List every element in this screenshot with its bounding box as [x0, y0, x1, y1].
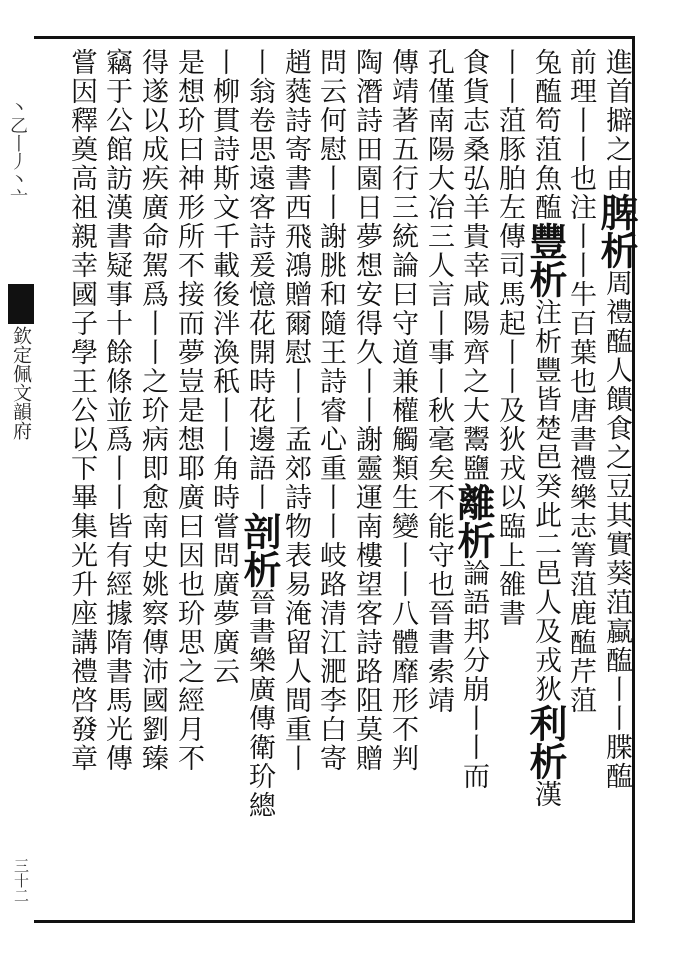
text-column [132, 48, 172, 913]
entry-text: 左傳司馬起丨丨及狄戎以臨上雒 [494, 193, 525, 599]
entry-headword: 脾析 [594, 193, 639, 269]
text-column [310, 48, 350, 913]
text-column [594, 48, 639, 913]
entry-text: 問云何慰丨丨謝朓和隨王詩睿心重丨丨岐路清江淝李白寄 [315, 48, 346, 773]
text-column [560, 48, 600, 913]
entry-text: 丨柳貫詩斯文千載後泮渙秖丨丨 [208, 48, 239, 454]
left-margin [0, 48, 34, 913]
entry-text: 角時嘗問廣夢廣云 [208, 454, 239, 686]
page-number: 三十二 [12, 858, 30, 903]
entry-text: 孔僅南陽大冶三人言丨事丨秋毫矣 [423, 48, 454, 483]
text-column [418, 48, 458, 913]
entry-text: 是想玠曰神形所不接而夢豈是想耶廣曰因也玠思之經月不 [173, 48, 204, 773]
entry-text: 丨翁卷思遠客詩爰憶花開時花邊語丨 [244, 48, 275, 512]
entry-headword: 利析 [523, 704, 568, 780]
entry-text: 傳靖著五行三統論曰守道兼權觸類生變丨丨八體靡形不判 [387, 48, 418, 773]
entry-text: 兔醢笱菹魚醢 [530, 48, 561, 222]
text-column [96, 48, 136, 913]
text-column [451, 48, 496, 913]
text-column [237, 48, 282, 913]
entry-text: 周禮醢人饋食之豆其實葵菹蠃醢丨丨䐑醢 [601, 269, 632, 791]
fish-tail-block [8, 284, 34, 324]
bottom-border-rule [34, 920, 634, 923]
entry-text: 趙蕤詩寄書西飛鴻贈爾慰丨丨孟郊詩物表易淹留人間重丨 [280, 48, 311, 773]
entry-text: 得遂以成疾廣命駕爲丨丨之玠病即愈南史姚察傳沛國劉臻 [137, 48, 168, 773]
text-column [382, 48, 422, 913]
text-column [523, 48, 568, 913]
entry-text: 不能守也晉書索靖 [423, 483, 454, 715]
entry-text: 前理丨丨也 [565, 48, 596, 193]
entry-text: 陶潛詩田園日夢想安得久丨丨謝靈運南樓望客詩路阻莫贈 [351, 48, 382, 773]
margin-edge-text: 丶乙丨丿丶亠 [7, 98, 28, 206]
text-column [346, 48, 386, 913]
top-border-rule [34, 36, 634, 39]
text-column [275, 48, 315, 913]
entry-text: 進首擗之由 [601, 48, 632, 193]
entry-text: 書 [494, 599, 525, 628]
book-title: 欽定佩文韻府 [10, 326, 32, 440]
entry-headword: 離析 [451, 483, 496, 559]
entry-text: 食貨志桑弘羊貴幸咸陽齊之大鬻鹽 [458, 48, 489, 483]
entry-text: 嘗因釋奠高祖親幸國子學王公以下畢集光升座講禮啓發章 [66, 48, 97, 773]
text-column [61, 48, 101, 913]
entry-text: 丨丨菹豚胉 [494, 48, 525, 193]
entry-text: 漢 [530, 780, 561, 809]
text-column [168, 48, 208, 913]
entry-headword: 豐析 [523, 222, 568, 298]
text-column [203, 48, 243, 913]
text-column [489, 48, 529, 913]
entry-headword: 剖析 [237, 512, 282, 588]
entry-text: 竊于公館訪漢書疑事十餘條並爲丨丨皆有經據隋書馬光傳 [101, 48, 132, 773]
entry-text: 注析豐皆楚邑癸此二邑人及戎狄 [530, 298, 561, 704]
entry-text: 論語邦分崩丨丨而 [458, 559, 489, 791]
entry-text: 晉書樂廣傳衛玠總 [244, 588, 275, 820]
entry-text: 注丨丨牛百葉也唐書禮樂志箐菹鹿醢芹菹 [565, 193, 596, 715]
